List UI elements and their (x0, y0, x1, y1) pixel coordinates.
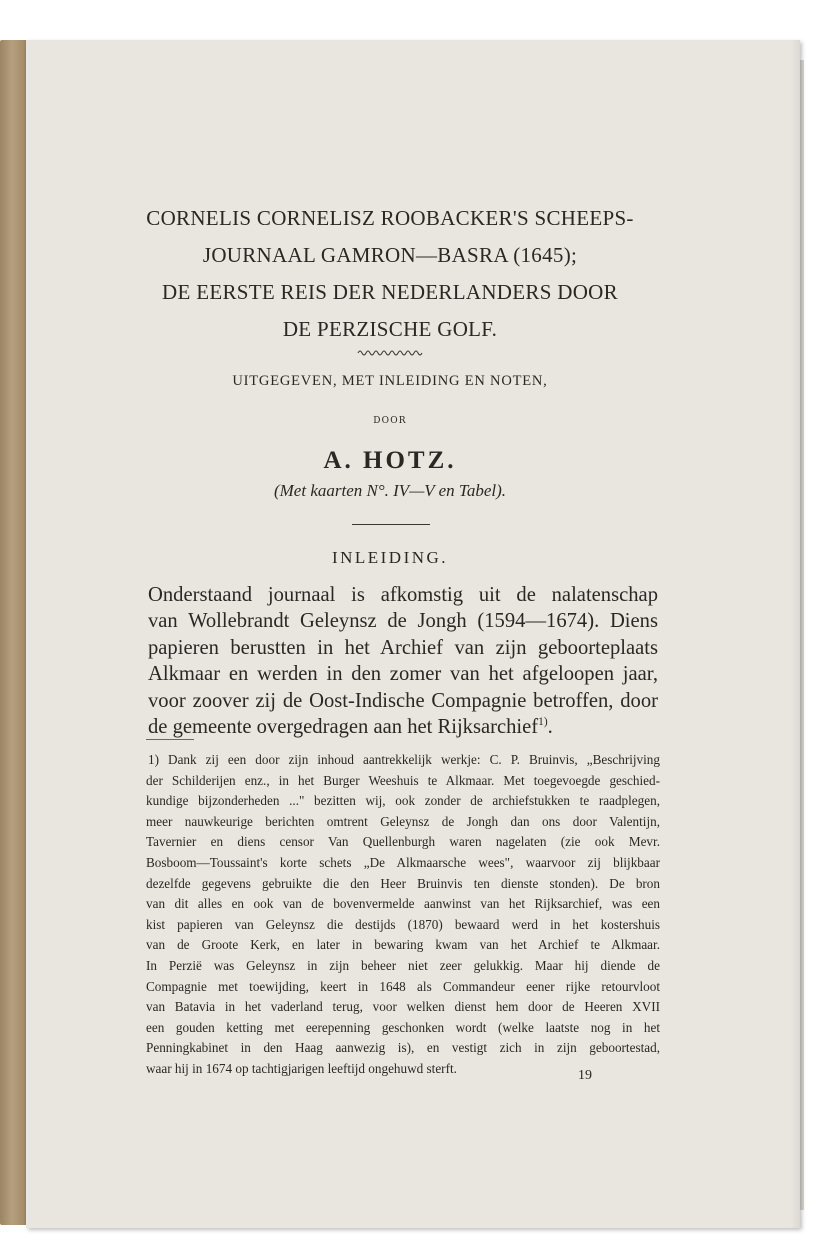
footnote-line: waar hij in 1674 op tachtigjarigen leeftijd ongehuwd sterft. (146, 1060, 457, 1076)
body-line: Alkmaar en werden in den zomer van het afgeloopen jaar, (148, 663, 658, 686)
by-label: DOOR (373, 416, 407, 426)
footnote-line: In Perzië was Geleynsz in zijn beheer niet zeer gelukkig. Maar hij diende de (146, 957, 660, 973)
footnote-line: Bosboom—Toussaint's korte schets „De Alkmaarsche wees", waarvoor zij blijkbaar (146, 854, 660, 870)
footnote-reference: 1) (538, 716, 548, 729)
author-name: A. HOTZ. (323, 447, 457, 474)
title-line: JOURNAAL GAMRON—BASRA (1645); (202, 243, 578, 267)
page-number: 19 (578, 1068, 592, 1083)
title-line: DE PERZISCHE GOLF. (282, 317, 498, 341)
body-line: voor zoover zij de Oost-Indische Compagnie betroffen, door (148, 689, 658, 712)
article-title (120, 200, 660, 348)
footnote-line: Tavernier en diens censor Van Quellenburgh waren nagelaten (zie ook Mevr. (146, 834, 660, 850)
body-line: de gemeente overgedragen aan het Rijksarchief (148, 716, 539, 739)
footnote-line: 1) Dank zij een door zijn inhoud aantrekkelijk werkje: C. P. Bruinvis, „Beschrijving (148, 752, 660, 767)
section-heading: INLEIDING. (331, 548, 449, 567)
footnote-line: meer nauwkeurige berichten omtrent Geleynsz de Jongh dan ons door Valentijn, (146, 813, 660, 829)
body-paragraph (148, 582, 658, 740)
footnote-line: van dit alles en ook van de bovenvermelde aanwinst van het Rijksarchief, was een (146, 896, 660, 912)
title-line: DE EERSTE REIS DER NEDERLANDERS DOOR (162, 280, 618, 304)
body-line: van Wollebrandt Geleynsz de Jongh (1594—1674). Diens (148, 610, 658, 633)
body-line: Onderstaand journaal is afkomstig uit de nalatenschap (148, 584, 658, 606)
footnote-line: Penningkabinet in den Haag aanwezig is), en vestigt zich in zijn geboortestad, (146, 1040, 660, 1056)
footnote (146, 750, 660, 1080)
footnote-line: Compagnie met toewijding, keert in 1648 als Commandeur eener rijke retourvloot (146, 978, 660, 994)
maps-note-text: (Met kaarten N°. IV—V en Tabel). (273, 481, 506, 500)
section-divider (352, 524, 430, 525)
footnote-line: van de Groote Kerk, en later in bewaring kwam van het Archief te Alkmaar. (146, 937, 660, 953)
footnote-line: kist papieren van Geleynsz die destijds (1870) bewaard werd in het kostershuis (146, 916, 660, 932)
footnote-line: kundige bijzonderheden ..." bezitten wij, ook zonder de archiefstukken te raadplegen, (146, 793, 660, 809)
footnote-line: van Batavia in het vaderland terug, voor welken dienst hem door de Heeren XVII (146, 999, 660, 1015)
subtitle: UITGEGEVEN, MET INLEIDING EN NOTEN, (232, 373, 548, 389)
footnote-line: een gouden ketting met eerepenning geschonken wordt (welke laatste nog in het (146, 1019, 660, 1035)
body-line-last (148, 714, 658, 740)
body-end-punctuation: . (547, 716, 553, 739)
footnote-divider (146, 739, 194, 740)
ornament-squiggle (357, 348, 423, 358)
footnote-line: der Schilderijen enz., in het Burger Weeshuis te Alkmaar. Met toegevoegde geschied- (146, 772, 660, 788)
title-line: CORNELIS CORNELISZ ROOBACKER'S SCHEEPS- (146, 206, 634, 230)
maps-note (200, 481, 580, 501)
footnote-line: dezelfde gegevens gebruikte die den Heer Bruinvis ten dienste stonden). De bron (146, 875, 660, 891)
body-line: papieren berustten in het Archief van zijn geboorteplaats (148, 636, 658, 659)
